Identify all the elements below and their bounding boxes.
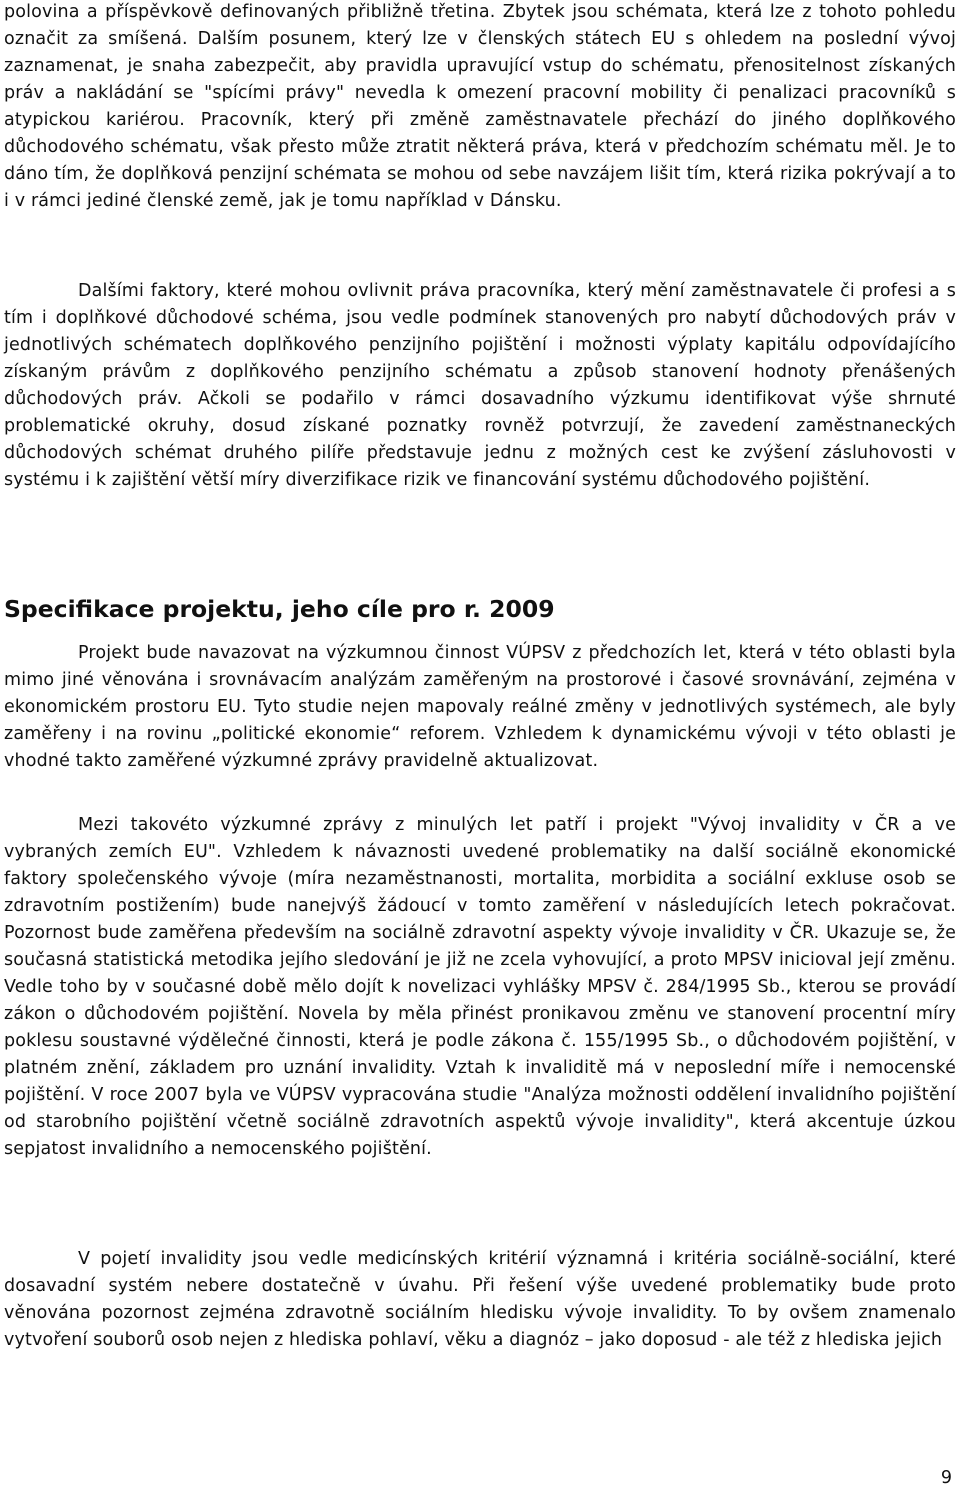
page-number: 9	[940, 1468, 952, 1488]
body-paragraph: Dalšími faktory, které mohou ovlivnit práva pracovníka, který mění zaměstnavatele či profesi a s tím i doplňkové důchodové schéma, jsou vedle podmínek stanovených pro nabytí důchodových práv v jednotlivých schématech doplňkového penzijního pojištění i možnosti výplaty kapitálu odpovídajícího získaným právům z doplňkového penzijního schématu a způsob stanovení hodnoty přenášených důchodových práv. Ačkoli se podařilo v rámci dosavadního výzkumu identifikovat výše shrnuté problematické okruhy, dosud získané poznatky rovněž potvrzují, že zavedení zaměstnaneckých důchodových schémat druhého pilíře představuje jednu z možných cest ke zvýšení zásluhovosti v systému i k zajištění větší míry diverzifikace rizik ve financování systému důchodového pojištění.	[4, 281, 956, 490]
section-paragraph: Projekt bude navazovat na výzkumnou činnost VÚPSV z předchozích let, která v této oblasti byla mimo jiné věnována i srovnávacím analýzám zaměřeným na prostorové i časové srovnávání, zejména v ekonomickém prostoru EU. Tyto studie nejen mapovaly reálné změny v jednotlivých systémech, ale byly zaměřeny i na rovinu „politické ekonomie“ reforem. Vzhledem k dynamickému vývoji v této oblasti je vhodné takto zaměřené výzkumné zprávy pravidelně aktualizovat.	[4, 643, 956, 771]
section-paragraph: V pojetí invalidity jsou vedle medicínských kritérií významná i kritéria sociálně-sociální, které dosavadní systém nebere dostatečně v úvahu. Při řešení výše uvedené problematiky bude proto věnována pozornost zejména zdravotně sociálním hledisku vývoje invalidity. To by ovšem znamenalo vytvoření souborů osob nejen z hlediska pohlaví, věku a diagnóz – jako doposud - ale též z hlediska jejich	[4, 1249, 956, 1350]
section-heading: Specifikace projektu, jeho cíle pro r. 2009	[4, 595, 555, 623]
section-paragraph: Mezi takovéto výzkumné zprávy z minulých let patří i projekt "Vývoj invalidity v ČR a ve vybraných zemích EU". Vzhledem k návaznosti uvedené problematiky na další sociálně ekonomické faktory společenského vývoje (míra nezaměstnanosti, mortalita, morbidita a sociální exkluse osob se zdravotním postižením) bude nanejvýš žádoucí v tomto zaměření v následujících letech pokračovat. Pozornost bude zaměřena především na sociálně zdravotní aspekty vývoje invalidity v ČR. Ukazuje se, že současná statistická metodika jejího sledování je již ne zcela vyhovující, a proto MPSV inicioval její změnu. Vedle toho by v současné době mělo dojít k novelizaci vyhlášky MPSV č. 284/1995 Sb., kterou se provádí zákon o důchodovém pojištění. Novela by měla přinést pronikavou změnu ve stanovení procentní míry poklesu soustavné výdělečné činnosti, která je podle zákona č. 155/1995 Sb., o důchodovém pojištění, v platném znění, základem pro uznání invalidity. Vztah k invaliditě má v neposlední míře i nemocenské pojištění. V roce 2007 byla ve VÚPSV vypracována studie "Analýza možnosti oddělení invalidního pojištění od starobního pojištění včetně sociálně zdravotních aspektů vývoje invalidity", která akcentuje úzkou sepjatost invalidního a nemocenského pojištění.	[4, 815, 956, 1159]
body-paragraph: polovina a příspěvkově definovaných přibližně třetina. Zbytek jsou schémata, která lze z tohoto pohledu označit za smíšená. Dalším posunem, který lze v členských státech EU s ohledem na poslední vývoj zaznamenat, je snaha zabezpečit, aby pravidla upravující vstup do schématu, přenositelnost získaných práv a nakládání se "spícími právy" nevedla k omezení pracovní mobility či penalizaci pracovníků s atypickou kariérou. Pracovník, který při změně zaměstnavatele přechází do jiného doplňkového důchodového schématu, však přesto může ztratit některá práva, která v předchozím schématu měl. Je to dáno tím, že doplňková penzijní schémata se mohou od sebe navzájem lišit tím, která rizika pokrývají a to i v rámci jediné členské země, jak je tomu například v Dánsku.	[4, 2, 956, 211]
